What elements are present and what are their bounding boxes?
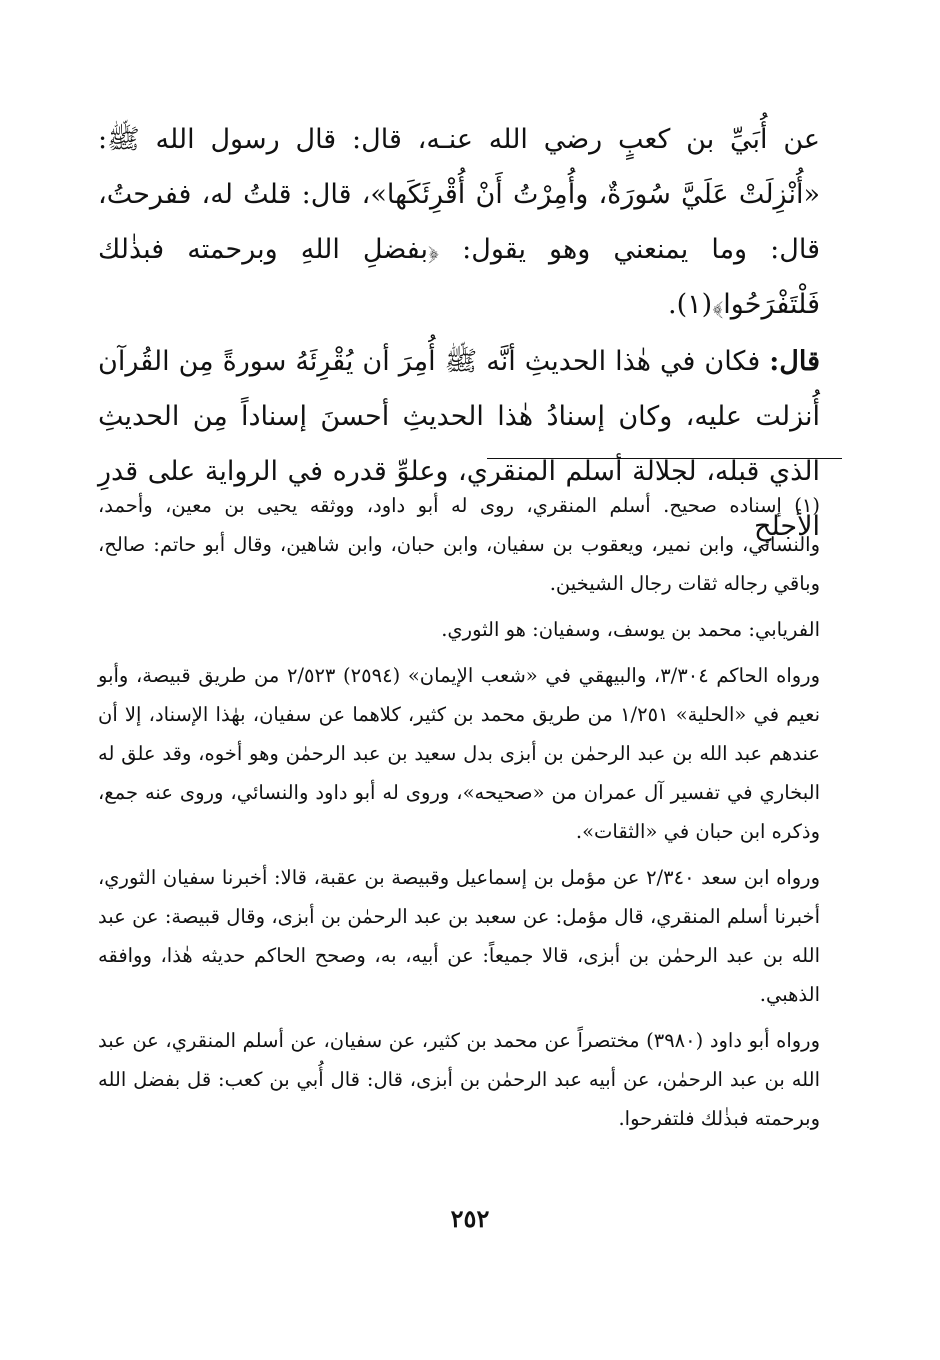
footnote-divider xyxy=(487,458,842,459)
page-number: ٢٥٢ xyxy=(450,1204,490,1233)
paragraph-label: قال: xyxy=(769,346,820,377)
footnote-paragraph-4: ورواه ابن سعد ٢/٣٤٠ عن مؤمل بن إسماعيل وقبيصة بن عقبة، قالا: أخبرنا سفيان الثوري، أخبرنا أسلم المنقري، قال مؤمل: عن سعبد بن عبد الرحمٰن بن أبزى، وقال قبيصة: عن عبد الله بن عبد الرحمٰن بن أبزى، قالا جميعاً: عن أبيه، به، وصحح الحاكم حديثه هٰذا، ووافقه الذهبي. xyxy=(98,866,821,1006)
footnote-paragraph-5: ورواه أبو داود (٣٩٨٠) مختصراً عن محمد بن كثير، عن سفيان، عن أسلم المنقري، عن عبد الله بن عبد الرحمٰن، عن أبيه عبد الرحمٰن بن أبزى، قال: قال أُبي بن كعب: قل بفضل الله وبرحمته فبذٰلك فلتفرحوا. xyxy=(98,1029,820,1130)
footnotes xyxy=(98,486,820,1145)
footnote-paragraph-1: (١) إسناده صحيح. أسلم المنقري، روى له أبو داود، ووثقه يحيى بن معين، وأحمد، والنسائي، وابن نمير، ويعقوب بن سفيان، وابن حبان، وابن شاهين، وقال أبو حاتم: صالح، وباقي رجاله ثقات رجال الشيخين. xyxy=(98,494,820,595)
main-paragraph-2-text: فكان في هٰذا الحديثِ أنَّه ﷺ أُمِرَ أن يُقْرِئَهُ سورةً مِن القُرآن أُنزلت عليه، وكان إسنادُ هٰذا الحديثِ أحسنَ إسناداً مِن الحديثِ الذي قبله، لجلالة أسلم المنقري، وعلوِّ قدره في الرواية على قدرِ الأجلحِ xyxy=(98,346,820,542)
footnote-paragraph-2: الفريابي: محمد بن يوسف، وسفيان: هو الثوري. xyxy=(441,618,820,641)
main-paragraph-1: عن أُبَيِّ بن كعبٍ رضي الله عنـه، قال: قال رسول الله ﷺ: «أُنْزِلَتْ عَلَيَّ سُورَةٌ، وأُمِرْتُ أَنْ أُقْرِئَكَها»، قال: قلتُ له، ففرحتُ، قال: وما يمنعني وهو يقول: ﴿بفضلِ اللهِ وبرحمته فبذٰلك فَلْتَفْرَحُوا﴾(١). xyxy=(98,124,820,320)
footnote-paragraph-3: ورواه الحاكم ٣/٣٠٤، والبيهقي في «شعب الإيمان» (٢٥٩٤) ٢/٥٢٣ من طريق قبيصة، وأبو نعيم في «الحلية» ١/٢٥١ من طريق محمد بن كثير، كلاهما عن سفيان، بهٰذا الإسناد، إلا أن عندهم عبد الله بن عبد الرحمٰن بن أبزى بدل سعيد بن عبد الرحمٰن وهو أخوه، وقد علق له البخاري في تفسير آل عمران من «صحيحه»، وروى له أبو داود والنسائي، وروى عنه جمع، وذكره ابن حبان في «الثقات». xyxy=(98,664,821,843)
